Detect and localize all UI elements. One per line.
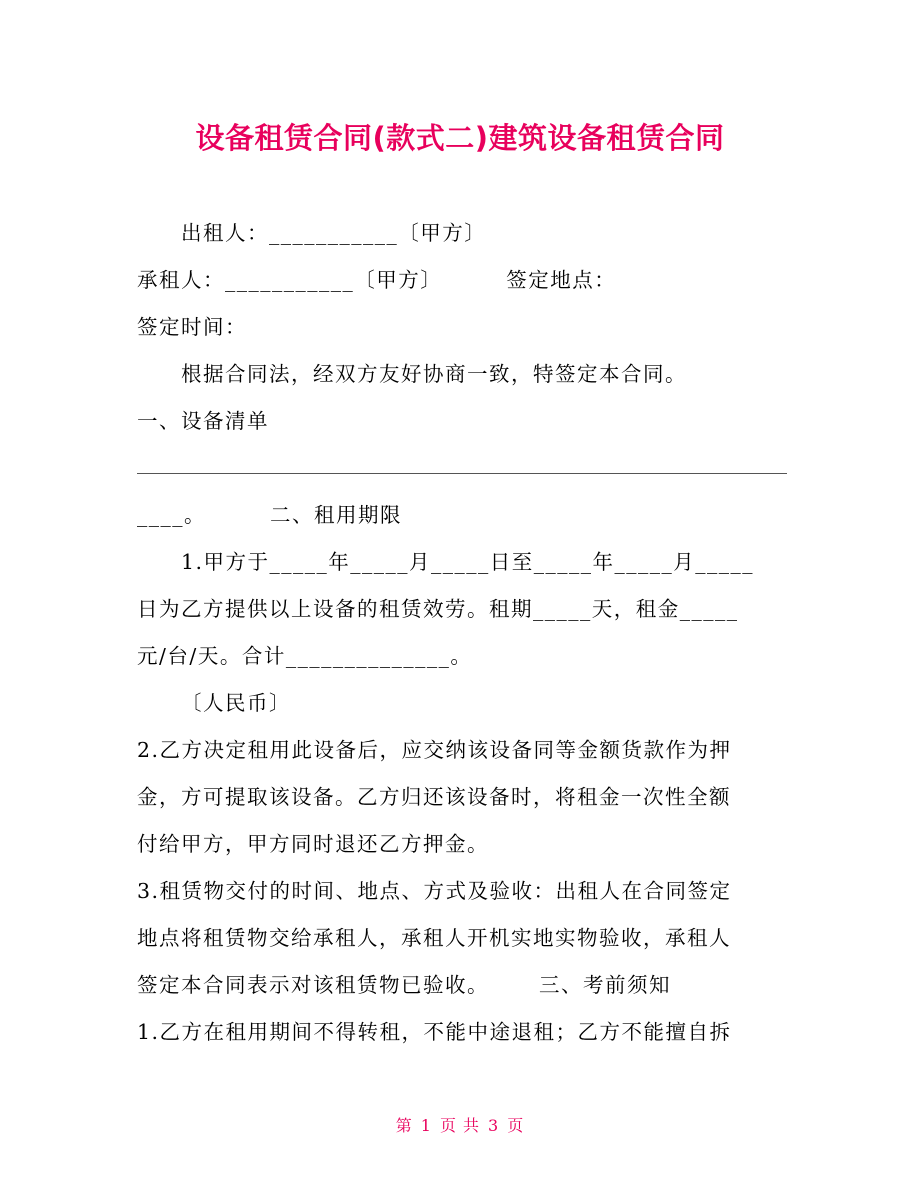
term-section-line: [137, 492, 787, 539]
clause-2-line-3: 付给甲方，甲方同时退还乙方押金。: [137, 832, 489, 856]
signing-time-line: 签定时间：: [137, 315, 247, 339]
clause-3-end: 签定本合同表示对该租赁物已验收。: [137, 973, 489, 997]
clause-3-line-2: 地点将租赁物交给承租人，承租人开机实地实物验收，承租人: [137, 926, 731, 950]
footer-mid: 页 共: [439, 1116, 481, 1135]
clause-1-line-3: 元/台/天。合计______________。: [137, 644, 473, 668]
lessee-text: 承租人：___________〔甲方〕: [137, 268, 443, 292]
currency-note: 〔人民币〕: [181, 691, 291, 715]
clause-2-line-1: 2.乙方决定租用此设备后，应交纳该设备同等金额货款作为押: [137, 738, 732, 762]
signing-place-label: 签定地点：: [506, 268, 617, 292]
clause-1-line-1: 1.甲方于_____年_____月_____日至_____年_____月_____: [181, 550, 755, 574]
document-title: 设备租赁合同(款式二)建筑设备租赁合同: [195, 121, 725, 155]
clause-3-line-3: [137, 962, 787, 1009]
section-equipment-list-heading: 一、设备清单: [137, 409, 269, 433]
clause-3-line-1: 3.租赁物交付的时间、地点、方式及验收：出租人在合同签定: [137, 879, 732, 903]
page-footer: [0, 1113, 920, 1136]
section-notes-heading: 三、考前须知: [539, 973, 671, 997]
clause-2-line-2: 金，方可提取该设备。乙方归还该设备时，将租金一次性全额: [137, 785, 731, 809]
lessee-line: [137, 257, 787, 304]
clause-1-line-2: 日为乙方提供以上设备的租赁效劳。租期_____天，租金_____: [137, 597, 739, 621]
lessor-line: 出租人：___________〔甲方〕: [181, 221, 487, 245]
section-term-heading: 二、租用期限: [270, 503, 402, 527]
equipment-list-end: ____。: [137, 503, 206, 527]
notes-clause-1-line-1: 1.乙方在租用期间不得转租，不能中途退租；乙方不能擅自拆: [137, 1020, 732, 1044]
footer-page-total: 3: [488, 1116, 500, 1135]
footer-prefix: 第: [395, 1116, 413, 1135]
equipment-list-blank-line: [137, 445, 787, 492]
footer-page-current: 1: [420, 1116, 432, 1135]
document-body: [137, 210, 787, 1056]
preamble-line: 根据合同法，经双方友好协商一致，特签定本合同。: [181, 362, 687, 386]
footer-suffix: 页: [507, 1116, 525, 1135]
